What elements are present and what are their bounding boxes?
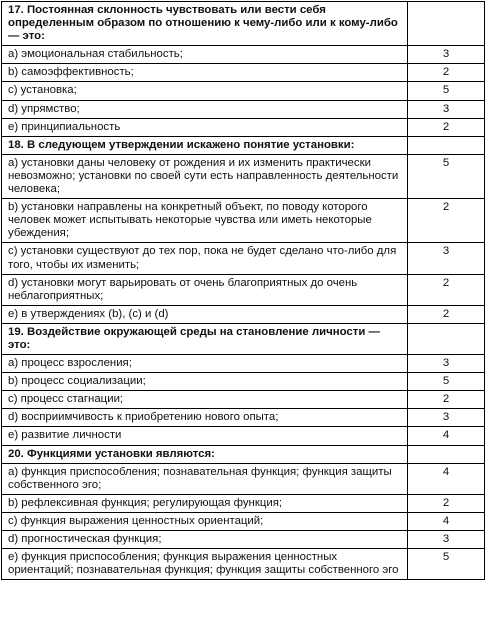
answer-row (2, 512, 485, 530)
answer-text: d) восприимчивость к приобретению нового опыта; (2, 409, 408, 427)
answer-score: 5 (408, 154, 485, 198)
question-title: 19. Воздействие окружающей среды на становление личности — это: (2, 323, 408, 354)
answer-text: c) функция выражения ценностных ориентаций; (2, 512, 408, 530)
answer-text: b) установки направлены на конкретный объект, по поводу которого человек может испытывать некоторые чувства или иметь некоторые убеждения; (2, 199, 408, 243)
answer-row (2, 409, 485, 427)
answer-score: 4 (408, 463, 485, 494)
answer-score: 3 (408, 100, 485, 118)
answer-text: e) в утверждениях (b), (c) и (d) (2, 305, 408, 323)
answer-row (2, 494, 485, 512)
answer-score: 3 (408, 409, 485, 427)
answer-score: 2 (408, 494, 485, 512)
test-questions-table (1, 1, 485, 580)
answer-score: 2 (408, 274, 485, 305)
question-row (2, 2, 485, 46)
question-row (2, 136, 485, 154)
answer-row (2, 391, 485, 409)
answer-row (2, 549, 485, 580)
answer-text: d) установки могут варьировать от очень благоприятных до очень неблагоприятных; (2, 274, 408, 305)
answer-text: d) упрямство; (2, 100, 408, 118)
answer-row (2, 199, 485, 243)
answer-text: d) прогностическая функция; (2, 531, 408, 549)
answer-row (2, 373, 485, 391)
answer-score: 5 (408, 82, 485, 100)
answer-row (2, 64, 485, 82)
question-title: 20. Функциями установки являются: (2, 445, 408, 463)
answer-text: e) функция приспособления; функция выражения ценностных ориентаций; познавательная функция; функция защиты собственного эго (2, 549, 408, 580)
question-title: 17. Постоянная склонность чувствовать или вести себя определенным образом по отношению к чему-либо или к кому-либо — это: (2, 2, 408, 46)
answer-row (2, 118, 485, 136)
answer-score: 2 (408, 305, 485, 323)
answer-text: c) процесс стагнации; (2, 391, 408, 409)
question-title: 18. В следующем утверждении искажено понятие установки: (2, 136, 408, 154)
answer-text: a) процесс взросления; (2, 355, 408, 373)
answer-text: b) рефлексивная функция; регулирующая функция; (2, 494, 408, 512)
answer-text: c) установка; (2, 82, 408, 100)
question-score-cell (408, 2, 485, 46)
answer-text: e) принципиальность (2, 118, 408, 136)
answer-score: 3 (408, 243, 485, 274)
answer-row (2, 243, 485, 274)
answer-score: 2 (408, 391, 485, 409)
answer-row (2, 427, 485, 445)
answer-text: a) функция приспособления; познавательная функция; функция защиты собственного эго; (2, 463, 408, 494)
answer-text: a) установки даны человеку от рождения и их изменить практически невозможно; установки по своей сути есть направленность деятельности человека; (2, 154, 408, 198)
answer-score: 3 (408, 531, 485, 549)
answer-score: 5 (408, 549, 485, 580)
answer-text: e) развитие личности (2, 427, 408, 445)
answer-row (2, 531, 485, 549)
answer-text: b) самоэффективность; (2, 64, 408, 82)
answer-row (2, 274, 485, 305)
question-score-cell (408, 136, 485, 154)
question-row (2, 323, 485, 354)
question-score-cell (408, 323, 485, 354)
answer-row (2, 100, 485, 118)
answer-score: 2 (408, 64, 485, 82)
question-row (2, 445, 485, 463)
answer-row (2, 305, 485, 323)
answer-score: 2 (408, 118, 485, 136)
answer-text: b) процесс социализации; (2, 373, 408, 391)
answer-score: 3 (408, 355, 485, 373)
question-score-cell (408, 445, 485, 463)
answer-row (2, 46, 485, 64)
answer-row (2, 463, 485, 494)
answer-score: 4 (408, 512, 485, 530)
answer-score: 2 (408, 199, 485, 243)
answer-score: 4 (408, 427, 485, 445)
answer-row (2, 154, 485, 198)
answer-text: a) эмоциональная стабильность; (2, 46, 408, 64)
answer-row (2, 82, 485, 100)
answer-score: 5 (408, 373, 485, 391)
answer-text: c) установки существуют до тех пор, пока не будет сделано что-либо для того, чтобы их изменить; (2, 243, 408, 274)
answer-row (2, 355, 485, 373)
answer-score: 3 (408, 46, 485, 64)
